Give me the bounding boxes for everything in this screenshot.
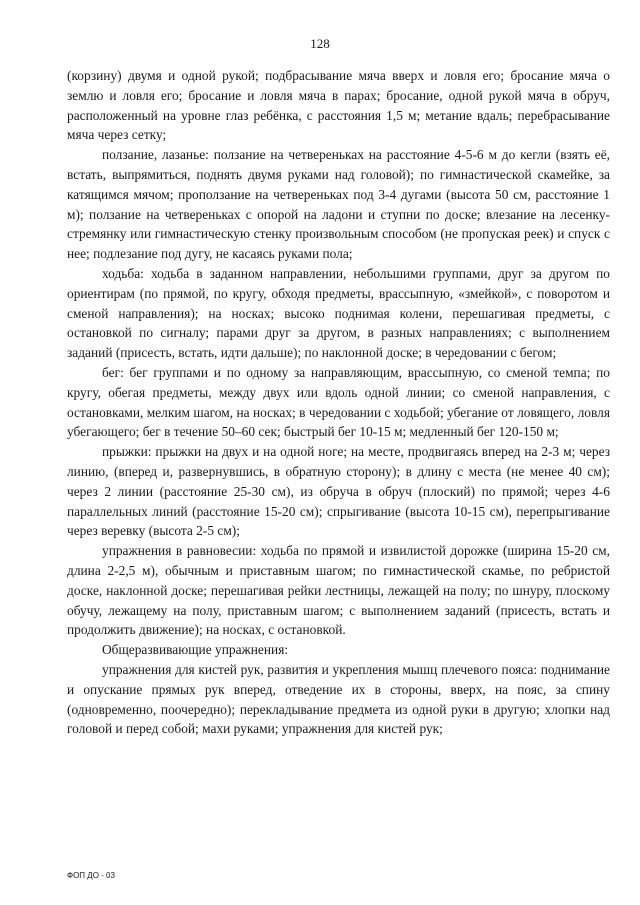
- paragraph-hand-shoulder-exercises: упражнения для кистей рук, развития и укрепления мышц плечевого пояса: поднимание и опускание прямых рук вперед, отведение их в стороны, вверх, на пояс, за спину (одновременно, поочередно); перекладывание предмета из одной руки в другую; хлопки над головой и перед собой; махи руками; упражнения для кистей рук;: [67, 661, 610, 737]
- page-number: 128: [310, 36, 330, 51]
- paragraph-jumping: прыжки: прыжки на двух и на одной ноге; на месте, продвигаясь вперед на 2-3 м; через линию, (вперед и, развернувшись, в обратную сторону); в длину с места (не менее 40 см); через 2 линии (расстояние 25-30 см), из обруча в обруч (плоский) по прямой; через 4-6 параллельных линий (расстояние 15-20 см); спрыгивание (высота 10-15 см), перепрыгивание через веревку (высота 2-5 см);: [67, 444, 610, 539]
- paragraph-running: бег: бег группами и по одному за направляющим, врассыпную, со сменой темпа; по кругу, обегая предметы, между двух или вдоль одной линии; со сменой направления, с остановками, мелким шагом, на носках; в чередовании с ходьбой; убегание от ловящего, ловля убегающего; бег в течение 50–60 сек; быстрый бег 10-15 м; медленный бег 120-150 м;: [67, 364, 610, 440]
- paragraph-balance: упражнения в равновесии: ходьба по прямой и извилистой дорожке (ширина 15-20 см, длина 2-2,5 м), обычным и приставным шагом; по гимнастической скамье, по ребристой доске, наклонной доске; перешагивая рейки лестницы, лежащей на полу; по шнуру, плоскому обучу, лежащему на полу, приставным шагом; с выполнением заданий (присесть, встать и продолжить движение); на носках, с остановкой.: [67, 543, 610, 638]
- paragraph-walking: ходьба: ходьба в заданном направлении, небольшими группами, друг за другом по ориентирам (по прямой, по кругу, обходя предметы, врассыпную, «змейкой», с поворотом и сменой направления); на носках; высоко поднимая колени, перешагивая предметы, с остановкой по сигналу; парами друг за другом, в разных направлениях; с выполнением заданий (присесть, встать, идти дальше); по наклонной доске; в чередовании с бегом;: [67, 265, 610, 361]
- paragraph-crawling-climbing: ползание, лазанье: ползание на четвереньках на расстояние 4-5-6 м до кегли (взять её, встать, выпрямиться, поднять двумя руками над головой); по гимнастической скамейке, за катящимся мячом; проползание на четвереньках под 3-4 дугами (высота 50 см, расстояние 1 м); ползание на четвереньках с опорой на ладони и ступни по доске; влезание на лесенку-стремянку или гимнастическую стенку произвольным способом (не пропуская реек) и спуск с нее; подлезание под дугу, не касаясь руками пола;: [67, 147, 610, 262]
- document-footer: ФОП ДО - 03: [67, 871, 115, 880]
- paragraph-ball-exercises: (корзину) двумя и одной рукой; подбрасывание мяча вверх и ловля его; бросание мяча о землю и ловля его; бросание и ловля мяча в парах; бросание, одной рукой мяча в обруч, расположенный на уровне глаз ребёнка, с расстояния 1,5 м; метание вдаль; перебрасывание мяча через сетку;: [67, 68, 610, 143]
- page-body: [67, 66, 610, 739]
- section-heading-general-exercises: Общеразвивающие упражнения:: [102, 642, 289, 658]
